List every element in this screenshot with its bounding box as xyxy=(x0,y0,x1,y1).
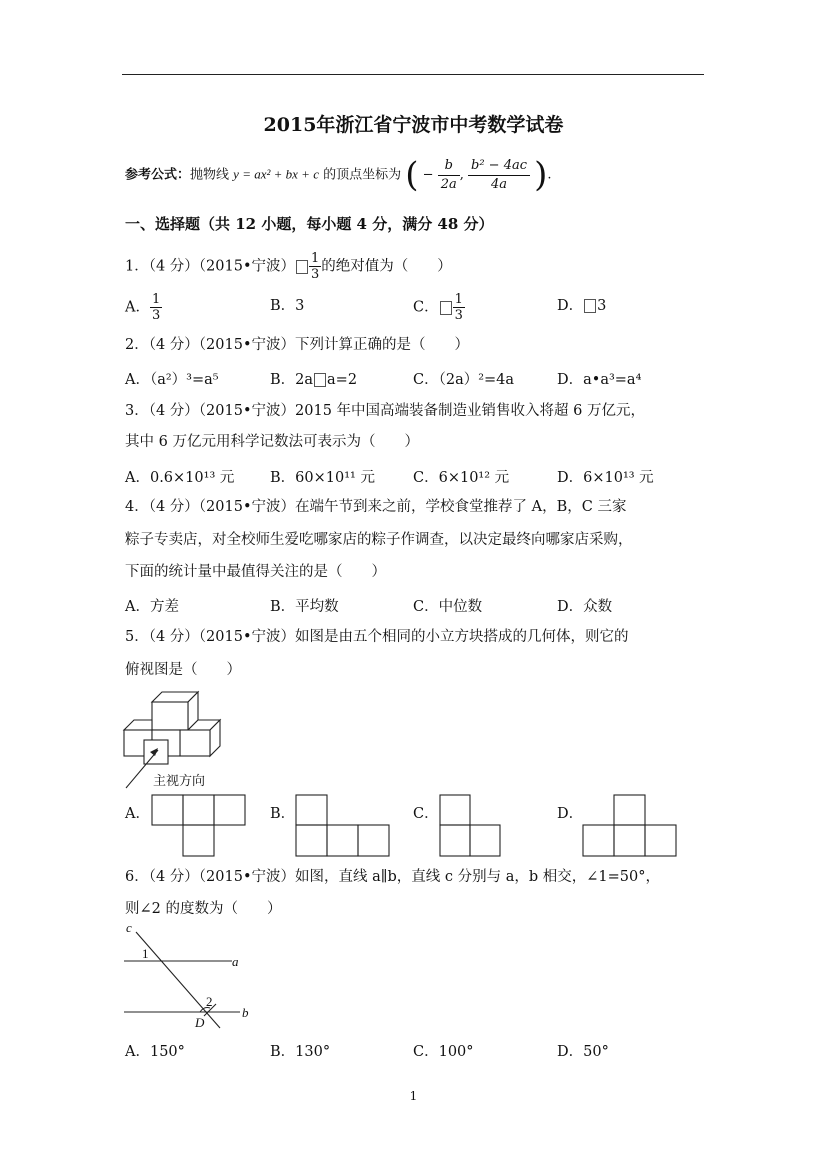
q1-option-c: C． $\frac{1}{3}$ xyxy=(413,292,463,323)
question-6-line-2: 则∠2 的度数为（ ） xyxy=(125,901,282,917)
q2-option-b: B．2a a=2 xyxy=(270,372,358,388)
q4-option-d: D．众数 xyxy=(557,599,613,615)
q6-option-a: A．150° xyxy=(125,1044,185,1060)
q4-option-a: A．方差 xyxy=(125,599,179,615)
question-4-line-3: 下面的统计量中最值得关注的是（ ） xyxy=(125,564,386,580)
question-6-line-1: 6．（4 分）（2015•宁波）如图，直线 a∥b，直线 c 分别与 a，b 相交，∠1=50°， xyxy=(125,869,660,885)
question-3-line-1: 3．（4 分）（2015•宁波）2015 年中国高端装备制造业销售收入将超 6 万亿元， xyxy=(125,403,645,419)
reference-formula: 参考公式：抛物线 y = ax² + bx + c 的顶点坐标为 ( − $\frac{b}{2a}$ , $\frac{\text{b² − 4ac}}{4a}$ ). xyxy=(125,155,552,195)
question-4-line-2: 粽子专卖店，对全校师生爱吃哪家店的粽子作调查，以决定最终向哪家店采购， xyxy=(125,532,633,548)
view-direction-label: 主视方向 xyxy=(153,774,206,789)
line-c xyxy=(136,932,220,1028)
header-rule xyxy=(122,74,704,75)
q1-option-d: D． 3 xyxy=(557,298,607,314)
label-c: c xyxy=(126,920,132,935)
q5-option-c: C． xyxy=(413,806,439,822)
right-paren: ) xyxy=(534,155,548,195)
q6-option-c: C．100° xyxy=(413,1044,474,1060)
q5-option-a-figure xyxy=(151,794,247,858)
formula-text-after: 的顶点坐标为 xyxy=(323,167,402,183)
q5-option-d: D． xyxy=(557,806,584,822)
q2-option-d: D．a•a³=a⁴ xyxy=(557,372,642,388)
question-2: 2．（4 分）（2015•宁波）下列计算正确的是（ ） xyxy=(125,337,470,353)
q4-option-c: C．中位数 xyxy=(413,599,483,615)
question-5-line-1: 5．（4 分）（2015•宁波）如图是由五个相同的小立方块搭成的几何体，则它的 xyxy=(125,629,629,645)
page-title: 2015年浙江省宁波市中考数学试卷 xyxy=(263,114,564,136)
left-cube-top xyxy=(124,720,152,730)
missing-glyph-icon xyxy=(440,301,452,315)
q3-option-a: A．0.6×10¹³ 元 xyxy=(125,470,235,486)
formula-label: 参考公式： xyxy=(125,167,191,183)
q3-option-d: D．6×10¹³ 元 xyxy=(557,470,654,486)
parallel-lines-figure xyxy=(120,920,260,1032)
q5-option-b: B． xyxy=(270,806,296,822)
page-number: 1 xyxy=(409,1089,418,1103)
label-angle-2: 2 xyxy=(206,994,213,1009)
question-1: 1．（4 分）（2015•宁波） $\frac{1}{3}$ 的绝对值为（ ） xyxy=(125,251,452,282)
missing-glyph-icon xyxy=(296,260,308,274)
q2-option-a: A．（a²）³=a⁵ xyxy=(125,372,219,388)
fraction: $\frac{1}{3}$ xyxy=(311,251,320,282)
q3-option-b: B．60×10¹¹ 元 xyxy=(270,470,375,486)
formula-text-before: 抛物线 xyxy=(190,167,230,183)
q1-option-b: B．3 xyxy=(270,298,305,314)
q5-option-b-figure xyxy=(295,794,391,858)
label-b: b xyxy=(242,1005,249,1020)
question-3-line-2: 其中 6 万亿元用科学记数法可表示为（ ） xyxy=(125,434,419,450)
q4-option-b: B．平均数 xyxy=(270,599,339,615)
label-d: D xyxy=(195,1015,205,1030)
q5-option-d-figure xyxy=(582,794,678,858)
label-a: a xyxy=(232,954,239,969)
q6-option-d: D．50° xyxy=(557,1044,609,1060)
q1-option-a: A． $\frac{1}{3}$ xyxy=(125,292,161,323)
top-cube-front xyxy=(152,702,188,730)
missing-glyph-icon xyxy=(314,373,326,387)
label-angle-1: 1 xyxy=(142,946,149,961)
q2-option-c: C．（2a）²=4a xyxy=(413,372,515,388)
right-cube-front xyxy=(180,730,210,756)
vertex-x-fraction: $\frac{b}{2a}$ xyxy=(438,157,460,194)
left-paren: ( xyxy=(405,155,419,195)
missing-glyph-icon xyxy=(584,299,596,313)
q5-option-c-figure xyxy=(439,794,505,858)
vertex-y-fraction: $\frac{\text{b² − 4ac}}{4a}$ xyxy=(468,157,530,194)
question-5-line-2: 俯视图是（ ） xyxy=(125,662,241,678)
q5-option-a: A． xyxy=(125,806,150,822)
section-heading: 一、选择题（共 12 小题，每小题 4 分，满分 48 分） xyxy=(125,215,494,233)
q6-option-b: B．130° xyxy=(270,1044,331,1060)
q3-option-c: C．6×10¹² 元 xyxy=(413,470,510,486)
question-4-line-1: 4．（4 分）（2015•宁波）在端午节到来之前，学校食堂推荐了 A，B，C 三家 xyxy=(125,499,627,515)
formula-equation: y = ax² + bx + c xyxy=(233,166,319,182)
